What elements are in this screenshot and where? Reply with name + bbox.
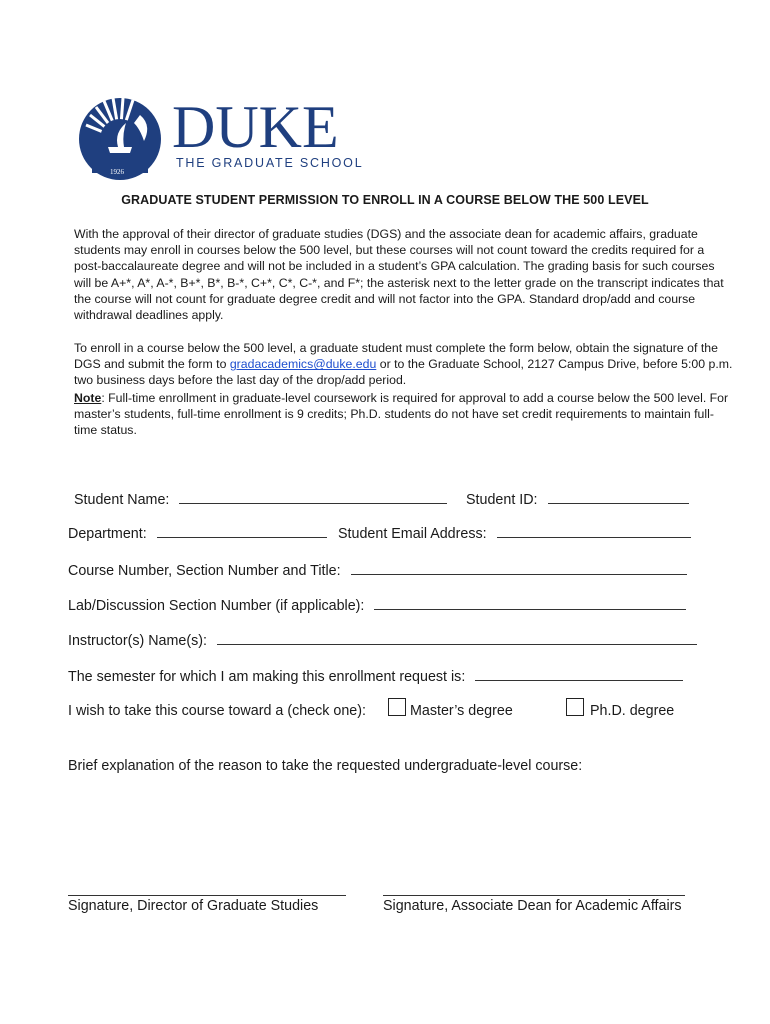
duke-graduate-school-logo xyxy=(78,94,364,185)
student-name-field[interactable] xyxy=(179,490,447,504)
student-email-label: Student Email Address: xyxy=(338,526,487,542)
lab-row xyxy=(68,596,686,614)
seal-year: 1926 xyxy=(110,168,124,176)
instructors-field[interactable] xyxy=(217,631,697,645)
course-row xyxy=(68,561,687,579)
degree-prompt: I wish to take this course toward a (check one): xyxy=(68,703,366,719)
instructions-text-2: or to the Graduate School, 2127 Campus Drive, before 5:00 p.m. two business days before the last day of the drop/add period. xyxy=(74,357,733,388)
semester-field[interactable] xyxy=(475,667,683,681)
dean-signature-line[interactable] xyxy=(383,895,685,896)
phd-option-label: Ph.D. degree xyxy=(590,703,675,719)
form-title: GRADUATE STUDENT PERMISSION TO ENROLL IN A COURSE BELOW THE 500 LEVEL xyxy=(121,193,649,207)
lab-field[interactable] xyxy=(374,596,686,610)
dgs-signature-label: Signature, Director of Graduate Studies xyxy=(68,898,319,914)
lab-label: Lab/Discussion Section Number (if applicable): xyxy=(68,598,365,614)
student-email-row xyxy=(338,524,691,542)
department-field[interactable] xyxy=(157,524,327,538)
student-email-field[interactable] xyxy=(497,524,691,538)
masters-checkbox[interactable] xyxy=(388,698,406,716)
dean-signature-label: Signature, Associate Dean for Academic Affairs xyxy=(383,898,682,914)
note-text: : Full-time enrollment in graduate-level coursework is required for approval to add a course below the 500 level. For master’s students, full-time enrollment is 9 credits; Ph.D. students do not have set credit requirements to maintain full-time status. xyxy=(74,391,729,438)
note-label: Note xyxy=(74,391,102,405)
phd-checkbox[interactable] xyxy=(566,698,584,716)
semester-label: The semester for which I am making this enrollment request is: xyxy=(68,669,466,685)
masters-option-label: Master’s degree xyxy=(410,703,513,719)
student-id-row xyxy=(466,490,689,508)
email-link[interactable]: gradacademics@duke.edu xyxy=(229,357,377,372)
explanation-field[interactable] xyxy=(68,780,708,880)
explanation-label: Brief explanation of the reason to take the requested undergraduate-level course: xyxy=(68,758,583,774)
department-row xyxy=(68,524,327,542)
student-id-field[interactable] xyxy=(548,490,689,504)
course-field[interactable] xyxy=(351,561,687,575)
course-label: Course Number, Section Number and Title: xyxy=(68,563,341,579)
instructions-paragraph xyxy=(74,340,734,389)
intro-paragraph: With the approval of their director of graduate studies (DGS) and the associate dean for academic affairs, graduate students may enroll in courses below the 500 level, but these courses will not count toward the credits required for a post-baccalaureate degree and will not be included in a student’s GPA calculation. The grading basis for such courses will be A+*, A*, A-*, B+*, B*, B-*, C+*, C*, C-*, and F*; the asterisk next to the letter grade on the transcript indicates that the course will not count for graduate degree credit and will not factor into the GPA. Standard drop/add and course withdrawal deadlines apply. xyxy=(74,227,724,323)
student-name-row xyxy=(74,490,447,508)
instructions-text-1: To enroll in a course below the 500 level, a graduate student must complete the form below, obtain the signature of the DGS and submit the form to xyxy=(74,341,718,372)
logo-wordmark: DUKE xyxy=(172,94,339,160)
student-name-label: Student Name: xyxy=(74,492,170,508)
student-id-label: Student ID: xyxy=(466,492,538,508)
instructors-row xyxy=(68,631,697,649)
dgs-signature-line[interactable] xyxy=(68,895,346,896)
department-label: Department: xyxy=(68,526,147,542)
logo-subtitle: THE GRADUATE SCHOOL xyxy=(176,156,364,170)
note-paragraph xyxy=(74,390,734,439)
semester-row xyxy=(68,667,683,685)
instructors-label: Instructor(s) Name(s): xyxy=(68,633,208,649)
